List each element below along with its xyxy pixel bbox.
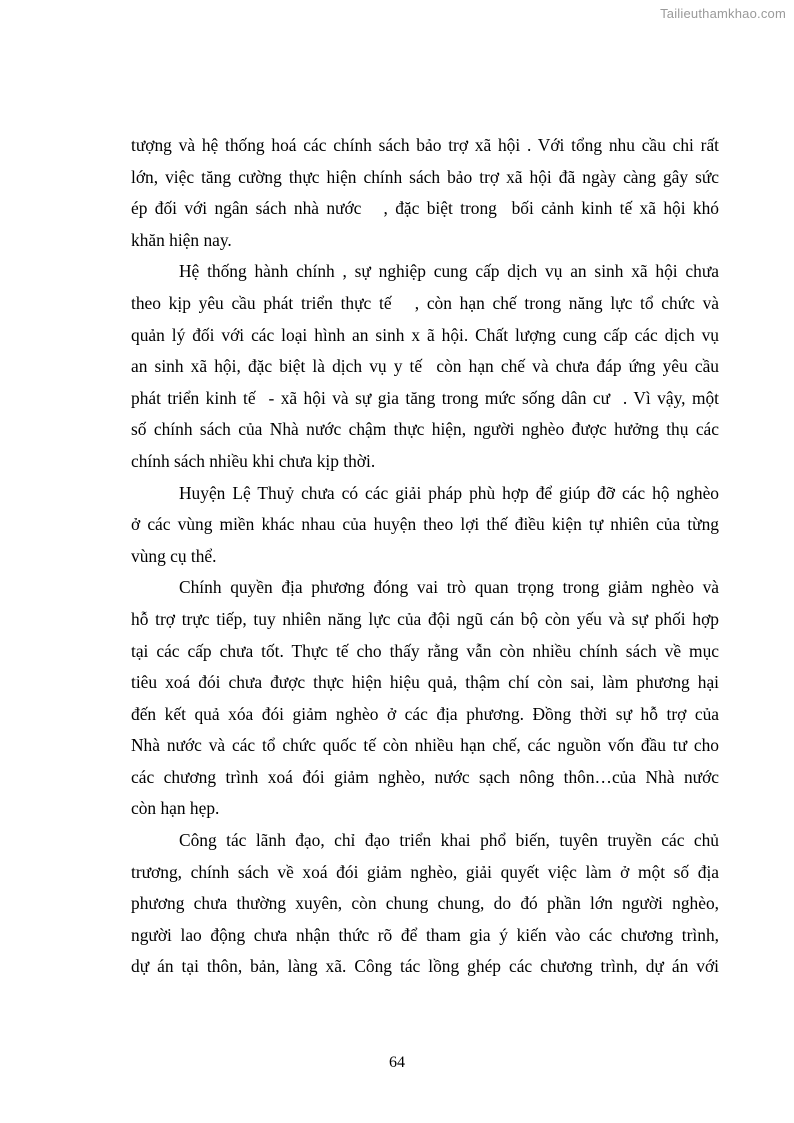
text-line: tượng và hệ thống hoá các chính sách bảo trợ xã hội . Với tổng nhu cầu chi rất: [131, 135, 719, 155]
text-line: dự án tại thôn, bản, làng xã. Công tác lồng ghép các chương trình, dự án với: [131, 956, 719, 977]
text-line: ép đối với ngân sách nhà nước , đặc biệt trong bối cảnh kinh tế xã hội khó: [131, 198, 719, 219]
paragraph-2: [131, 256, 719, 477]
text-line: ở các vùng miền khác nhau của huyện theo lợi thế điều kiện tự nhiên của từng: [131, 514, 719, 535]
text-line: tại các cấp chưa tốt. Thực tế cho thấy rằng vẫn còn nhiều chính sách về mục: [131, 640, 719, 661]
text-line: an sinh xã hội, đặc biệt là dịch vụ y tế còn hạn chế và chưa đáp ứng yêu cầu: [131, 356, 719, 377]
text-line: phát triển kinh tế - xã hội và sự gia tăng trong mức sống dân cư . Vì vậy, một: [131, 387, 719, 408]
text-line: Nhà nước và các tổ chức quốc tế còn nhiều hạn chế, các nguồn vốn đầu tư cho: [131, 735, 719, 756]
text-line: khăn hiện nay.: [131, 229, 232, 250]
body-text: [131, 130, 719, 983]
text-line: vùng cụ thể.: [131, 545, 217, 566]
watermark-text: Tailieuthamkhao.com: [660, 6, 786, 21]
paragraph-4: [131, 572, 719, 825]
text-line: chính sách nhiều khi chưa kịp thời.: [131, 450, 376, 471]
paragraph-5: [131, 825, 719, 983]
text-line: còn hạn hẹp.: [131, 798, 220, 819]
text-line: Chính quyền địa phương đóng vai trò quan trọng trong giảm nghèo và: [179, 577, 719, 598]
text-line: quản lý đối với các loại hình an sinh x ã hội. Chất lượng cung cấp các dịch vụ: [131, 324, 719, 345]
text-line: phương chưa thường xuyên, còn chung chung, do đó phần lớn người nghèo,: [131, 893, 719, 914]
text-line: lớn, việc tăng cường thực hiện chính sách bảo trợ xã hội đã ngày càng gây sức: [131, 166, 719, 187]
paragraph-1: [131, 130, 719, 256]
text-line: theo kịp yêu cầu phát triển thực tế , còn hạn chế trong năng lực tổ chức và: [131, 292, 719, 313]
text-line: người lao động chưa nhận thức rõ để tham gia ý kiến vào các chương trình,: [131, 924, 719, 945]
text-line: Hệ thống hành chính , sự nghiệp cung cấp dịch vụ an sinh xã hội chưa: [179, 261, 719, 282]
text-line: trương, chính sách về xoá đói giảm nghèo, giải quyết việc làm ở một số địa: [131, 861, 719, 882]
text-line: đến kết quả xóa đói giảm nghèo ở các địa phương. Đồng thời sự hỗ trợ của: [131, 703, 719, 724]
paragraph-3: [131, 478, 719, 573]
text-line: tiêu xoá đói chưa được thực hiện hiệu quả, thậm chí còn sai, làm phương hại: [131, 672, 719, 693]
text-line: Công tác lãnh đạo, chỉ đạo triển khai phổ biến, tuyên truyền các chủ: [179, 830, 719, 851]
text-line: Huyện Lệ Thuỷ chưa có các giải pháp phù hợp để giúp đỡ các hộ nghèo: [179, 482, 719, 503]
text-line: các chương trình xoá đói giảm nghèo, nước sạch nông thôn…của Nhà nước: [131, 766, 719, 787]
page-number: 64: [389, 1054, 405, 1071]
text-line: hỗ trợ trực tiếp, tuy nhiên năng lực của đội ngũ cán bộ còn yếu và sự phối hợp: [131, 608, 719, 629]
text-line: số chính sách của Nhà nước chậm thực hiện, người nghèo được hưởng thụ các: [131, 419, 719, 440]
